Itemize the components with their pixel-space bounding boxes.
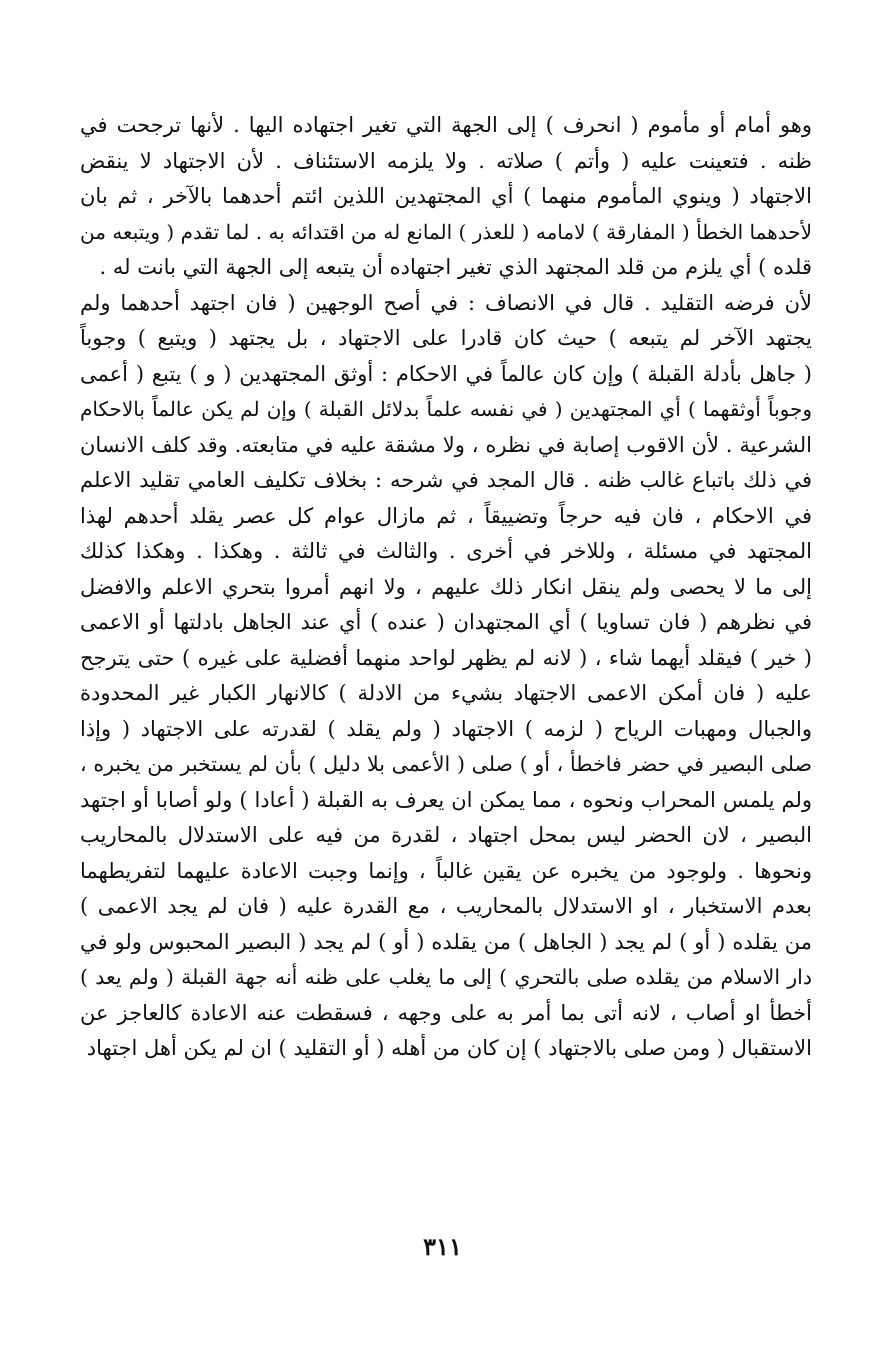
text-line: يجتهد الآخر لم يتبعه ) حيث كان قادرا على الاجتهاد ، بل يجتهد ( ويتبع ) وجوباً [80, 326, 812, 350]
text-line: ظنه . فتعينت عليه ( وأتم ) صلاته . ولا يلزمه الاستئناف . لأن الاجتهاد لا ينقض [80, 148, 812, 173]
page-number: ٣١١ [423, 1232, 462, 1261]
text-line: لأن فرضه التقليد . قال في الانصاف : في أصح الوجهين ( فان اجتهد أحدهما ولم [80, 290, 812, 315]
text-line: بعدم الاستخبار ، او الاستدلال بالمحاريب ، مع القدرة عليه ( فان لم يجد الاعمى ) [80, 894, 812, 918]
text-line: والجبال ومهبات الرياح ( لزمه ) الاجتهاد ( ولم يقلد ) لقدرته على الاجتهاد ( وإذا [80, 716, 812, 741]
text-line: وجوباً أوثقهما ) أي المجتهدين ( في نفسه علماً بدلائل القبلة ) وإن لم يكن عالماً بالاحكام [80, 397, 812, 421]
text-line: وهو أمام أو مأموم ( انحرف ) إلى الجهة التي تغير اجتهاده اليها . لأنها ترجحت في [80, 113, 812, 137]
text-line: ولم يلمس المحراب ونحوه ، مما يمكن ان يعرف به القبلة ( أعادا ) ولو أصابا أو اجتهد [80, 787, 812, 812]
text-line: في ذلك باتباع غالب ظنه . قال المجد في شرحه : بخلاف تكليف العامي تقليد الاعلم [80, 468, 812, 492]
text-line: الشرعية . لأن الاقوب إصابة في نظره ، ولا مشقة عليه في متابعته. وقد كلف الانسان [80, 432, 812, 457]
text-line: البصير ، لان الحضر ليس بمحل اجتهاد ، لقدرة من فيه على الاستدلال بالمحاريب [80, 823, 812, 847]
page-body-text [80, 108, 812, 1067]
text-line: من يقلده ( أو ) لم يجد ( الجاهل ) من يقلده ( أو ) لم يجد ( البصير المحبوس ولو في [80, 929, 812, 954]
text-line: في الاحكام ، فان فيه حرجاً وتضييقاً ، ثم مازال عوام كل عصر يقلد أحدهم لهذا [80, 503, 812, 528]
text-line: ونحوها . ولوجود من يخبره عن يقين غالباً ، وإنما وجبت الاعادة عليهما لتفريطهما [80, 858, 812, 883]
text-line: صلى البصير في حضر فاخطأ ، أو ) صلى ( الأعمى بلا دليل ) بأن لم يستخبر من يخبره ، [80, 752, 812, 776]
text-line: الاستقبال ( ومن صلى بالاجتهاد ) إن كان من أهله ( أو التقليد ) ان لم يكن أهل اجتهاد [86, 1036, 812, 1060]
text-line: دار الاسلام من يقلده صلى بالتحري ) إلى ما يغلب على ظنه أنه جهة القبلة ( ولم يعد ) [80, 965, 812, 989]
text-line: المجتهد في مسئلة ، وللاخر في أخرى . والثالث في ثالثة . وهكذا . وهكذا كذلك [80, 539, 812, 563]
text-line: ( جاهل بأدلة القبلة ) وإن كان عالماً في الاحكام : أوثق المجتهدين ( و ) يتبع ( أعمى [80, 361, 812, 386]
text-line: إلى ما لا يحصى ولم ينقل انكار ذلك عليهم ، ولا انهم أمروا بتحري الاعلم والافضل [80, 574, 812, 599]
text-line: لأحدهما الخطأ ( المفارقة ) لامامه ( للعذر ) المانع له من اقتدائه به . لما تقدم ( ويتبعه من [80, 219, 812, 244]
text-line: ( خير ) فيقلد أيهما شاء ، ( لانه لم يظهر لواحد منهما أفضلية على غيره ) حتى يترجح [80, 645, 812, 670]
text-line: عليه ( فان أمكن الاعمى الاجتهاد بشيء من الادلة ) كالانهار الكبار غير المحدودة [80, 681, 812, 705]
text-line: الاجتهاد ( وينوي المأموم منهما ) أي المجتهدين اللذين ائتم أحدهما بالآخر ، ثم بان [80, 184, 812, 208]
text-line: في نظرهم ( فان تساويا ) أي المجتهدان ( عنده ) أي عند الجاهل بادلتها أو الاعمى [80, 610, 812, 634]
text-line: قلده ) أي يلزم من قلد المجتهد الذي تغير اجتهاده أن يتبعه إلى الجهة التي بانت له . [99, 255, 812, 279]
text-line: أخطأ او أصاب ، لانه أتى بما أمر به على وجهه ، فسقطت عنه الاعادة كالعاجز عن [80, 1000, 812, 1025]
